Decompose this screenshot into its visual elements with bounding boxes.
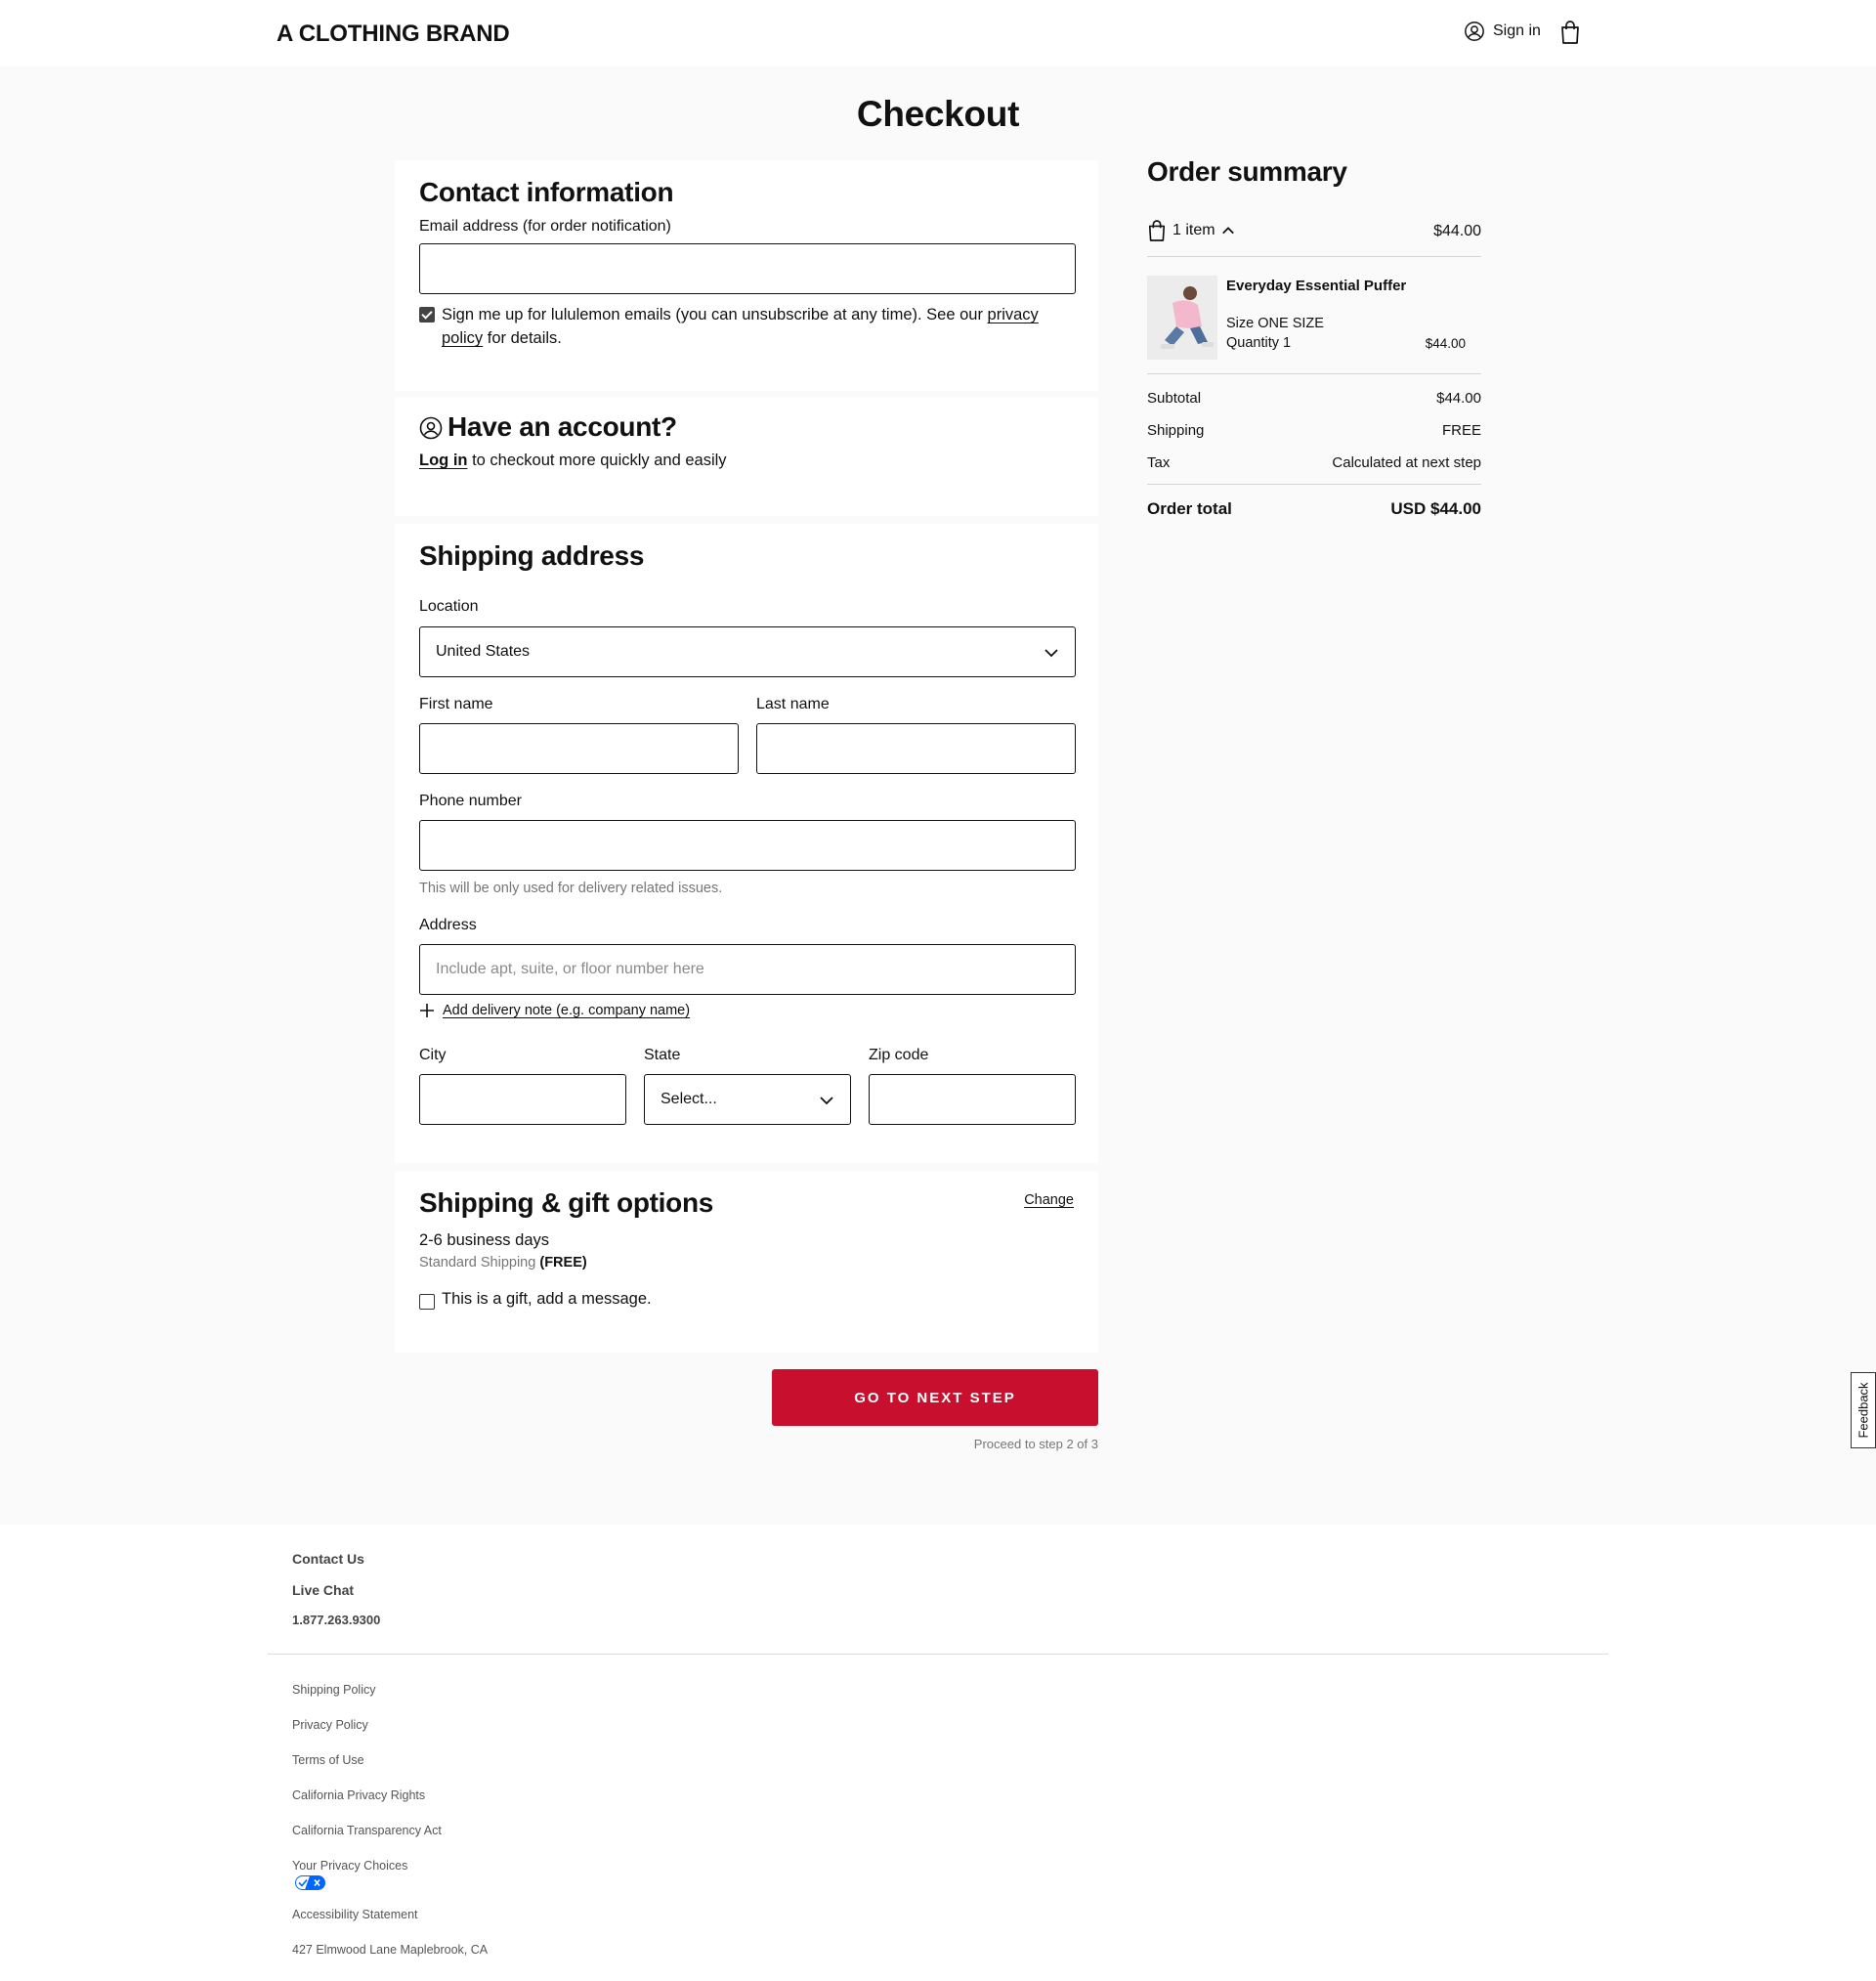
phone-input[interactable] (419, 820, 1076, 871)
state-value: Select... (661, 1091, 717, 1107)
contact-section (395, 160, 1098, 391)
chevron-down-icon (819, 1093, 834, 1108)
summary-row-value: FREE (1441, 422, 1481, 439)
site-header (0, 0, 1876, 66)
size-label: Size (1226, 316, 1255, 331)
chevron-up-icon (1221, 224, 1235, 237)
summary-divider (1147, 484, 1481, 485)
privacy-choices-toggle-icon (295, 1875, 325, 1890)
sign-in-link[interactable] (1464, 21, 1541, 42)
phone-hint: This will be only used for delivery related issues. (419, 881, 723, 896)
address-input[interactable] (419, 944, 1076, 995)
signup-text-after: for details. (483, 329, 562, 347)
quantity-label: Quantity (1226, 335, 1279, 351)
zip-label: Zip code (869, 1047, 929, 1063)
summary-row-subtotal (1147, 390, 1481, 407)
shipping-gift-section (395, 1171, 1098, 1353)
first-name-label: First name (419, 696, 493, 712)
page-title: Checkout (856, 94, 1020, 134)
footer-link-accessibility-statement[interactable]: Accessibility Statement (292, 1908, 418, 1921)
order-summary (1147, 156, 1481, 518)
state-label: State (644, 1047, 681, 1063)
email-signup-checkbox[interactable] (419, 307, 435, 323)
shopping-bag-icon (1147, 219, 1167, 242)
footer-contact-us[interactable]: Contact Us (292, 1551, 364, 1567)
footer-link-privacy-policy[interactable]: Privacy Policy (292, 1718, 368, 1732)
order-total-label: Order total (1147, 499, 1232, 518)
footer-address: 427 Elmwood Lane Maplebrook, CA (292, 1943, 489, 1957)
go-to-next-step-button[interactable]: GO TO NEXT STEP (772, 1369, 1098, 1426)
location-label: Location (419, 598, 479, 615)
change-shipping-link[interactable]: Change (1024, 1192, 1074, 1208)
plus-icon (419, 1003, 435, 1018)
footer-divider (268, 1654, 1608, 1655)
add-delivery-note-link[interactable]: Add delivery note (e.g. company name) (443, 1003, 691, 1018)
footer-link-california-transparency-act[interactable]: California Transparency Act (292, 1824, 442, 1837)
summary-row-label: Subtotal (1147, 390, 1202, 407)
brand-logo[interactable]: A CLOTHING BRAND (277, 21, 510, 47)
product-thumbnail[interactable] (1147, 276, 1217, 360)
product-image (1147, 276, 1217, 360)
log-in-link[interactable]: Log in (419, 452, 468, 469)
email-label: Email address (for order notification) (419, 218, 671, 235)
account-heading: Have an account? (448, 411, 677, 442)
login-prompt (419, 452, 727, 470)
summary-row-label: Tax (1147, 454, 1171, 471)
summary-row-value: $44.00 (1436, 390, 1481, 407)
city-input[interactable] (419, 1074, 626, 1125)
order-total-row (1147, 499, 1481, 519)
footer-link-shipping-policy[interactable]: Shipping Policy (292, 1683, 376, 1697)
footer-link-terms-of-use[interactable]: Terms of Use (292, 1753, 364, 1767)
shipping-method-price: (FREE) (539, 1255, 587, 1270)
shipping-heading: Shipping address (419, 540, 645, 571)
last-name-input[interactable] (756, 723, 1076, 774)
summary-row-label: Shipping (1147, 422, 1205, 439)
user-circle-icon (419, 416, 443, 440)
chevron-down-icon (1044, 645, 1059, 661)
first-name-input[interactable] (419, 723, 739, 774)
location-value: United States (436, 643, 531, 660)
zip-input[interactable] (869, 1074, 1076, 1125)
product-size (1226, 316, 1324, 331)
quantity-value: 1 (1283, 335, 1292, 351)
size-value: ONE SIZE (1258, 316, 1324, 331)
address-label: Address (419, 917, 477, 933)
product-price: $44.00 (1425, 336, 1466, 351)
summary-divider (1147, 373, 1481, 374)
feedback-label: Feedback (1855, 1382, 1871, 1439)
state-select[interactable] (644, 1074, 851, 1125)
gift-label: This is a gift, add a message. (442, 1290, 652, 1308)
add-delivery-note[interactable] (419, 1003, 690, 1018)
signup-text-before: Sign me up for lululemon emails (you can unsubscribe at any time). See our (442, 306, 988, 323)
email-signup-text (442, 303, 1067, 350)
account-section (395, 397, 1098, 516)
summary-row-value: Calculated at next step (1332, 454, 1481, 471)
email-input[interactable] (419, 243, 1076, 294)
summary-row-tax (1147, 454, 1481, 471)
shopping-bag-icon[interactable] (1559, 20, 1581, 45)
delivery-days: 2-6 business days (419, 1231, 549, 1249)
item-count: 1 item (1172, 222, 1215, 238)
shipping-method-name: Standard Shipping (419, 1255, 536, 1270)
location-select[interactable] (419, 626, 1076, 677)
items-toggle[interactable] (1147, 219, 1235, 242)
site-footer (0, 1525, 1876, 1981)
gift-checkbox[interactable] (419, 1294, 435, 1310)
footer-phone[interactable]: 1.877.263.9300 (292, 1613, 381, 1627)
login-prompt-text: to checkout more quickly and easily (467, 452, 727, 469)
privacy-policy-link[interactable]: privacy (987, 306, 1039, 323)
last-name-label: Last name (756, 696, 830, 712)
summary-divider (1147, 256, 1481, 257)
sign-in-label: Sign in (1493, 22, 1541, 39)
product-name[interactable]: Everyday Essential Puffer (1226, 278, 1407, 294)
shipping-method (419, 1255, 587, 1270)
city-label: City (419, 1047, 447, 1063)
phone-label: Phone number (419, 793, 522, 809)
shipping-address-section (395, 524, 1098, 1163)
product-quantity (1226, 335, 1291, 351)
contact-heading: Contact information (419, 177, 674, 207)
step-progress-note: Proceed to step 2 of 3 (973, 1437, 1098, 1451)
footer-link-your-privacy-choices[interactable]: Your Privacy Choices (292, 1859, 408, 1873)
order-total-value: USD $44.00 (1390, 499, 1481, 518)
privacy-policy-link-continued[interactable]: policy (442, 329, 484, 347)
gift-options-heading: Shipping & gift options (419, 1187, 714, 1218)
footer-live-chat[interactable]: Live Chat (292, 1582, 355, 1598)
footer-link-california-privacy-rights[interactable]: California Privacy Rights (292, 1788, 426, 1802)
summary-row-shipping (1147, 422, 1481, 439)
items-total: $44.00 (1433, 223, 1481, 239)
feedback-tab[interactable] (1851, 1372, 1876, 1448)
order-summary-heading: Order summary (1147, 156, 1347, 187)
user-icon (1464, 21, 1485, 42)
